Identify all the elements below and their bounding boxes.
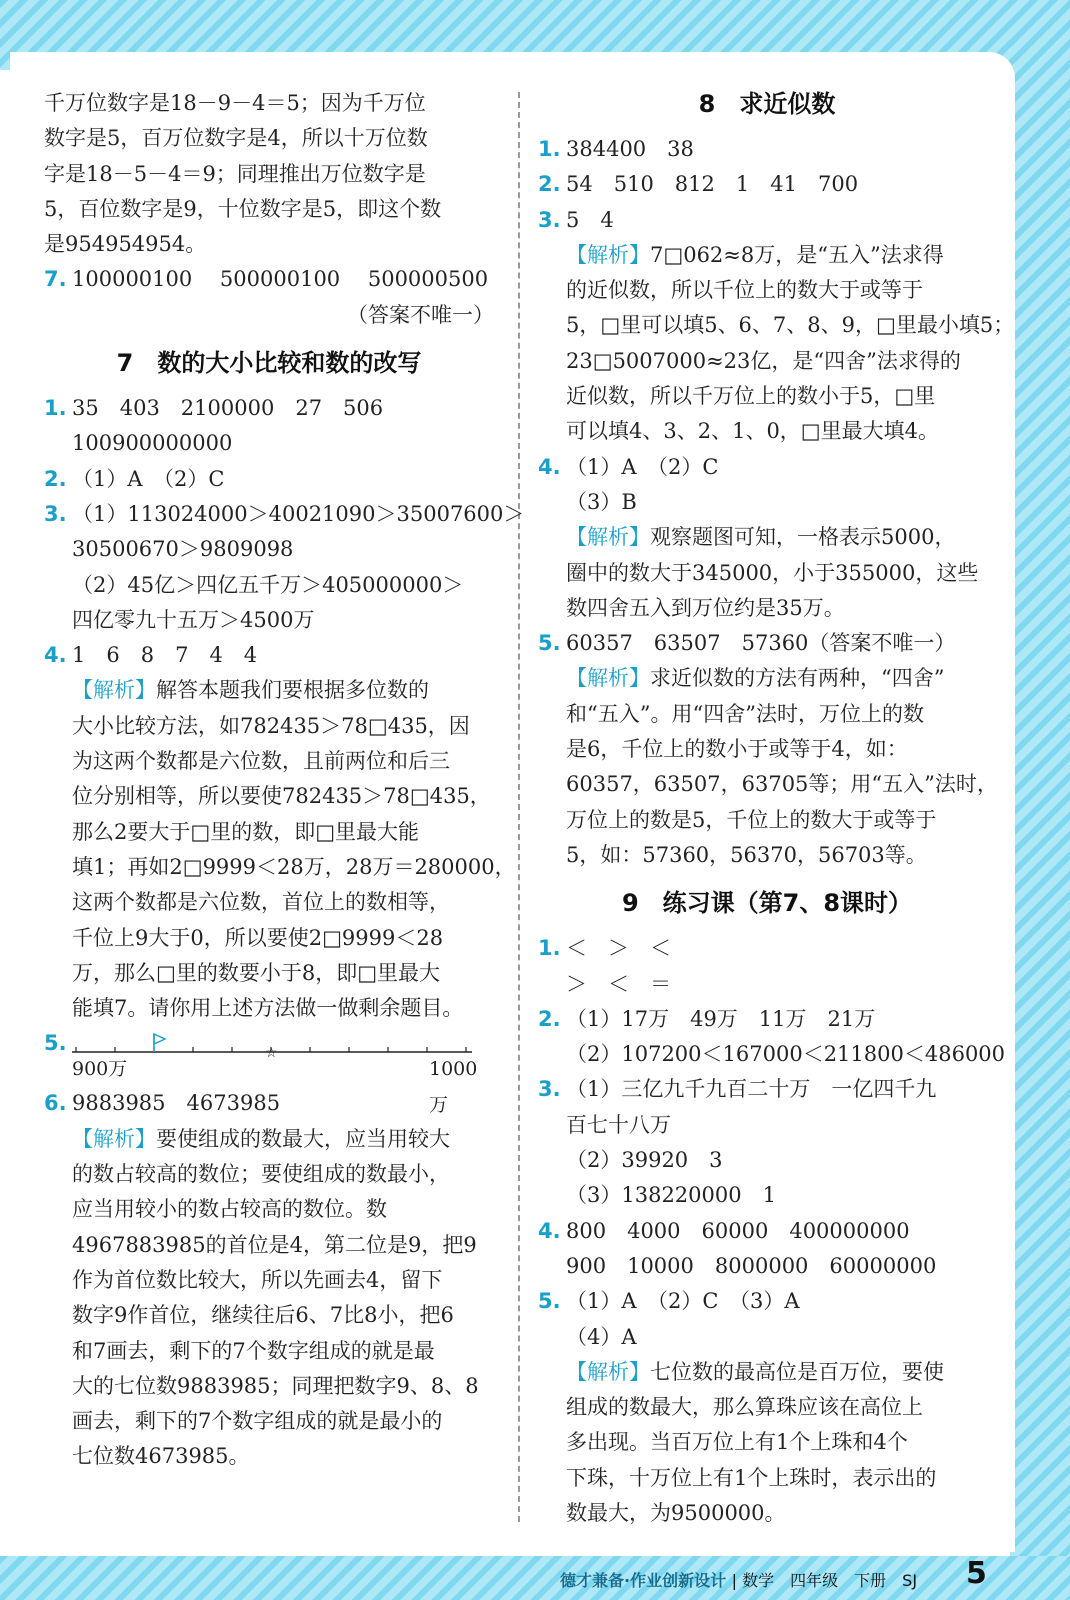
explanation-line (538, 1355, 996, 1390)
explanation-line: 5，□里可以填5、6、7、8、9，□里最小填5； (566, 313, 1015, 338)
answer-3 (538, 203, 996, 238)
answer-text: （1）A （2）C （3）A (566, 1289, 800, 1314)
explanation-line (538, 238, 996, 273)
answer-text: （1）113024000＞40021090＞35007600＞ (72, 501, 525, 526)
answer-4 (538, 450, 996, 485)
column-divider (518, 92, 520, 1522)
answer-1 (538, 132, 996, 167)
question-number: 6. (44, 1091, 67, 1116)
answer-text: 5 4 (566, 207, 614, 232)
answer-text: （1）三亿九千九百二十万 一亿四千九 (566, 1077, 937, 1102)
answer-text: 9883985 4673985 (72, 1091, 281, 1116)
number-line-label-end: 1000万 (429, 1058, 478, 1116)
explanation-line (44, 1122, 494, 1157)
explanation-line: 和7画去，剩下的7个数字组成的就是最 (72, 1338, 435, 1363)
explanation-line (44, 673, 494, 708)
page-number: 5 (966, 1556, 987, 1591)
answer-text: （2）45亿＞四亿五千万＞405000000＞ (72, 572, 464, 597)
decorative-border-right (1010, 0, 1070, 1600)
answer-text: （1）A （2）C (72, 466, 225, 491)
explanation-line: 可以填4、3、2、1、0，□里最大填4。 (566, 419, 940, 444)
explanation-line: 数最大，为9500000。 (566, 1500, 786, 1525)
explanation-line: 是6，千位上的数小于或等于4，如： (566, 737, 908, 762)
explanation-tag: 【解析】 (566, 242, 650, 267)
question-number: 1. (44, 396, 67, 421)
left-column (44, 86, 525, 1475)
answer-3 (538, 1072, 996, 1107)
explanation-line: 近似数，所以千万位上的数小于5，□里 (566, 384, 936, 409)
answer-text: 百七十八万 (566, 1112, 671, 1137)
number-line (72, 1030, 472, 1060)
text-line: 数字是5，百万位数字是4，所以十万位数 (44, 126, 428, 151)
flag-marker-icon (154, 1034, 165, 1052)
explanation-line: 5，如：57360，56370，56703等。 (566, 842, 927, 867)
answer-6 (44, 1086, 494, 1121)
answer-text: 900 10000 8000000 60000000 (566, 1253, 937, 1278)
explanation-line: 位分别相等，所以要使782435＞78□435， (72, 784, 491, 809)
answer-text: （1）17万 49万 11万 21万 (566, 1006, 876, 1031)
answer-text: 384400 38 (566, 137, 694, 161)
answer-text: 35 403 2100000 27 506 (72, 396, 384, 421)
answer-text: 100900000000 (72, 431, 233, 456)
explanation-line (538, 661, 996, 696)
explanation-text: 七位数的最高位是百万位，要使 (650, 1359, 944, 1384)
explanation-text: 观察题图可知，一格表示5000， (650, 525, 956, 550)
explanation-line: 填1；再如2□9999＜28万，28万＝280000， (72, 854, 516, 879)
explanation-line: 万，那么□里的数要小于8，即□里最大 (72, 960, 441, 985)
number-line-label-start: 900万 (72, 1058, 128, 1081)
answer-text: 800 4000 60000 400000000 (566, 1218, 910, 1243)
answer-1 (538, 931, 996, 966)
explanation-line: 七位数4673985。 (72, 1444, 250, 1469)
explanation-line: 大的七位数9883985；同理把数字9、8、8 (72, 1373, 479, 1398)
answer-text: （4）A (566, 1324, 637, 1349)
explanation-line: 多出现。当百万位上有1个上珠和4个 (566, 1430, 908, 1455)
explanation-line: 数字9作首位，继续往后6、7比8小，把6 (72, 1303, 454, 1328)
text-line: 字是18－5－4＝9；同理推出万位数字是 (44, 161, 426, 186)
answer-3 (44, 497, 525, 532)
page-footer: 德才兼备·作业创新设计 | 数学 四年级 下册 SJ (560, 1571, 918, 1590)
answer-2 (538, 1002, 996, 1037)
answer-note: （答案不唯一） (347, 302, 494, 327)
explanation-line: 的数占较高的数位；要使组成的数最小， (72, 1162, 450, 1187)
section-heading-7: 7 数的大小比较和数的改写 (116, 349, 422, 378)
question-number: 4. (44, 643, 67, 668)
explanation-line (538, 520, 996, 555)
explanation-line: 能填7。请你用上述方法做一做剩余题目。 (72, 996, 464, 1021)
explanation-text: 7□062≈8万，是“五入”法求得 (650, 242, 944, 267)
question-number: 2. (538, 172, 561, 197)
text-line: 5，百位数字是9，十位数字是5，即这个数 (44, 196, 442, 221)
right-column (538, 80, 1015, 1531)
answer-text: ＜ ＞ ＜ (566, 936, 671, 961)
explanation-line: 下珠，十万位上有1个上珠时，表示出的 (566, 1465, 937, 1490)
answer-text: 1 6 8 7 4 4 (72, 643, 258, 668)
explanation-text: 求近似数的方法有两种，“四舍” (650, 666, 945, 691)
explanation-line: 60357，63507，63705等；用“五入”法时， (566, 772, 998, 797)
flag-shape (154, 1034, 165, 1044)
explanation-tag: 【解析】 (566, 1359, 650, 1384)
explanation-line: 千位上9大于0，所以要使2□9999＜28 (72, 925, 444, 950)
text-line: 是954954954。 (44, 232, 207, 257)
answer-text: 54 510 812 1 41 700 (566, 172, 859, 197)
section-heading-8: 8 求近似数 (698, 90, 836, 118)
answer-text: 30500670＞9809098 (72, 537, 294, 562)
explanation-text: 解答本题我们要根据多位数的 (156, 678, 429, 703)
explanation-line: 这两个数都是六位数，首位上的数相等， (72, 890, 450, 915)
answer-1 (44, 391, 494, 426)
explanation-line: 4967883985的首位是4，第二位是9，把9 (72, 1232, 477, 1257)
question-number: 3. (538, 207, 561, 232)
explanation-tag: 【解析】 (72, 678, 156, 703)
explanation-line: 圈中的数大于345000，小于355000，这些 (566, 560, 979, 585)
answer-text: （3）B (566, 489, 637, 514)
question-number: 4. (538, 454, 561, 479)
answer-2 (538, 167, 996, 202)
explanation-line: 的近似数，所以千位上的数大于或等于 (566, 278, 923, 303)
question-number: 3. (538, 1077, 561, 1102)
answer-text: 四亿零九十五万＞4500万 (72, 607, 315, 632)
question-number: 5. (44, 1031, 67, 1056)
explanation-line: 作为首位数比较大，所以先画去4，留下 (72, 1267, 443, 1292)
answer-text: 100000100 500000100 500000500 (72, 267, 489, 292)
star-marker-icon: ☆ (265, 1045, 278, 1061)
answer-7 (44, 262, 494, 297)
explanation-tag: 【解析】 (566, 666, 650, 691)
answer-5 (538, 1284, 996, 1319)
explanation-line: 应当用较小的数占较高的数位。数 (72, 1197, 387, 1222)
explanation-line: 那么2要大于□里的数，即□里最大能 (72, 819, 420, 844)
question-number: 2. (538, 1006, 561, 1031)
answer-2 (44, 462, 494, 497)
explanation-tag: 【解析】 (566, 525, 650, 550)
answer-text: （2）39920 3 (566, 1148, 723, 1173)
explanation-line: 数四舍五入到万位约是35万。 (566, 595, 845, 620)
explanation-line: 万位上的数是5，千位上的数大于或等于 (566, 807, 937, 832)
question-number: 1. (538, 137, 561, 161)
answer-text: （3）138220000 1 (566, 1183, 776, 1208)
answer-4 (538, 1214, 996, 1249)
answer-text: （2）107200＜167000＜211800＜486000 (566, 1042, 1006, 1067)
question-number: 3. (44, 501, 67, 526)
explanation-line: 大小比较方法，如782435＞78□435，因 (72, 713, 470, 738)
explanation-line: 23□5007000≈23亿，是“四舍”法求得的 (566, 348, 961, 373)
question-number: 1. (538, 936, 561, 961)
question-number: 5. (538, 631, 561, 656)
explanation-line: 为这两个数都是六位数，且前两位和后三 (72, 749, 450, 774)
question-number: 7. (44, 267, 67, 292)
explanation-text: 要使组成的数最大，应当用较大 (156, 1126, 450, 1151)
text-line: 千万位数字是18－9－4＝5；因为千万位 (44, 91, 426, 115)
answer-5 (538, 626, 996, 661)
section-heading-9: 9 练习课（第7、8课时） (621, 889, 913, 918)
answer-text: （1）A （2）C (566, 454, 719, 479)
question-number: 4. (538, 1218, 561, 1243)
answer-text: ＞ ＜ ＝ (566, 971, 671, 996)
answer-4 (44, 638, 494, 673)
question-number: 5. (538, 1289, 561, 1314)
explanation-line: 画去，剩下的7个数字组成的就是最小的 (72, 1409, 443, 1434)
footer-subject: 数学 四年级 下册 SJ (742, 1571, 918, 1590)
explanation-line: 和“五入”。用“四舍”法时，万位上的数 (566, 701, 924, 726)
answer-text: 60357 63507 57360（答案不唯一） (566, 631, 956, 656)
explanation-tag: 【解析】 (72, 1126, 156, 1151)
footer-brand: 德才兼备·作业创新设计 (560, 1571, 727, 1590)
question-number: 2. (44, 466, 67, 491)
explanation-line: 组成的数最大，那么算珠应该在高位上 (566, 1395, 923, 1420)
